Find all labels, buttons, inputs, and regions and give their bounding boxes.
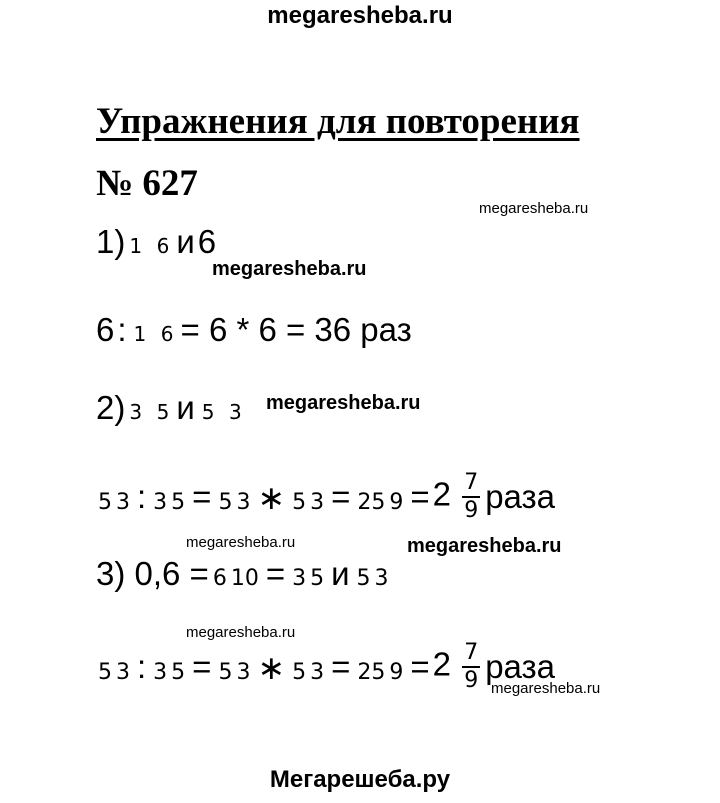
denominator: 3 — [236, 489, 251, 515]
math-token: = — [410, 648, 430, 685]
numerator: 5 — [218, 659, 233, 685]
mixed-number — [433, 640, 483, 694]
math-token: = 6 * 6 = 36 раз — [180, 310, 412, 348]
item-label: 1) — [96, 222, 126, 260]
math-line-1: 1) 1 6 и 6 — [96, 222, 217, 260]
denominator: 3 — [116, 489, 130, 515]
site-footer-watermark: Мегарешеба.ру — [269, 766, 451, 793]
math-token: = — [192, 648, 212, 685]
math-line-5 — [96, 554, 393, 593]
denominator: 5 — [310, 566, 325, 591]
fraction — [355, 554, 391, 593]
numerator: 25 — [357, 489, 386, 515]
denominator: 3 — [374, 566, 389, 591]
denominator: 9 — [464, 498, 479, 523]
math-token: ∗ — [257, 648, 286, 686]
fraction — [127, 388, 171, 427]
numerator: 5 — [356, 566, 371, 591]
numerator: 5 — [98, 659, 112, 685]
fraction — [462, 640, 480, 694]
math-line-2: 6 : 1 6 = 6 * 6 = 36 раз — [96, 310, 412, 348]
denominator: 5 — [171, 489, 186, 515]
math-line-3 — [96, 388, 246, 427]
math-token: раза — [485, 648, 556, 685]
numerator: 1 — [133, 322, 147, 346]
math-token: = — [331, 478, 351, 515]
section-heading: Упражнения для повторения — [96, 101, 580, 142]
watermark: megaresheba.ru — [491, 680, 601, 697]
watermark: megaresheba.ru — [212, 258, 367, 280]
math-token: 2 — [432, 475, 452, 513]
numerator: 1 — [129, 234, 143, 258]
math-token: = — [265, 554, 286, 592]
math-line-4 — [94, 470, 558, 524]
watermark: megaresheba.ru — [407, 535, 562, 557]
numerator: 3 — [129, 400, 143, 424]
math-token: = — [410, 478, 430, 515]
fraction — [216, 648, 252, 687]
denominator: 3 — [236, 659, 251, 685]
math-token: : — [137, 648, 147, 685]
numerator: 25 — [357, 659, 386, 685]
item-label: 3) 0,6 = — [96, 554, 209, 592]
denominator: 6 — [160, 322, 174, 346]
denominator: 9 — [389, 489, 404, 515]
fraction — [290, 478, 326, 517]
fraction — [96, 648, 132, 687]
watermark: megaresheba.ru — [186, 534, 296, 551]
fraction — [462, 470, 480, 524]
fraction — [127, 222, 171, 261]
fraction — [216, 478, 252, 517]
item-label: 2) — [96, 388, 126, 426]
numerator: 7 — [464, 640, 479, 665]
denominator: 3 — [228, 400, 242, 424]
denominator: 10 — [230, 566, 259, 591]
math-token: : — [137, 478, 147, 515]
exercise-number: № 627 — [96, 163, 198, 204]
watermark: megaresheba.ru — [186, 624, 296, 641]
math-token: раза — [485, 478, 556, 515]
math-token: и — [176, 222, 195, 260]
math-token: и — [331, 554, 350, 592]
denominator: 5 — [171, 659, 186, 685]
denominator: 9 — [464, 668, 479, 693]
denominator: 3 — [310, 489, 325, 515]
numerator: 5 — [201, 400, 215, 424]
numerator: 3 — [153, 489, 168, 515]
fraction — [211, 554, 261, 593]
math-token: = — [192, 478, 212, 515]
fraction — [355, 478, 405, 517]
math-line-6 — [94, 640, 558, 694]
numerator: 5 — [98, 489, 112, 515]
fraction — [151, 478, 187, 517]
math-token: : — [117, 310, 127, 348]
mixed-number — [433, 470, 483, 524]
math-token: 2 — [432, 645, 452, 683]
denominator: 6 — [156, 234, 170, 258]
watermark: megaresheba.ru — [266, 392, 421, 414]
denominator: 3 — [116, 659, 130, 685]
numerator: 3 — [153, 659, 168, 685]
watermark: megaresheba.ru — [479, 200, 589, 217]
denominator: 9 — [389, 659, 404, 685]
denominator: 3 — [310, 659, 325, 685]
numerator: 6 — [212, 566, 227, 591]
site-header-watermark: megaresheba.ru — [267, 2, 453, 29]
numerator: 3 — [292, 566, 307, 591]
math-token: и — [176, 388, 195, 426]
denominator: 5 — [156, 400, 170, 424]
fraction — [96, 478, 132, 517]
numerator: 5 — [218, 489, 233, 515]
fraction — [290, 648, 326, 687]
math-token: = — [331, 648, 351, 685]
numerator: 7 — [464, 470, 479, 495]
numerator: 5 — [292, 489, 307, 515]
fraction — [151, 648, 187, 687]
numerator: 5 — [292, 659, 307, 685]
fraction — [355, 648, 405, 687]
fraction — [290, 554, 326, 593]
fraction — [132, 310, 176, 349]
math-token: ∗ — [257, 478, 286, 516]
fraction — [200, 388, 244, 427]
